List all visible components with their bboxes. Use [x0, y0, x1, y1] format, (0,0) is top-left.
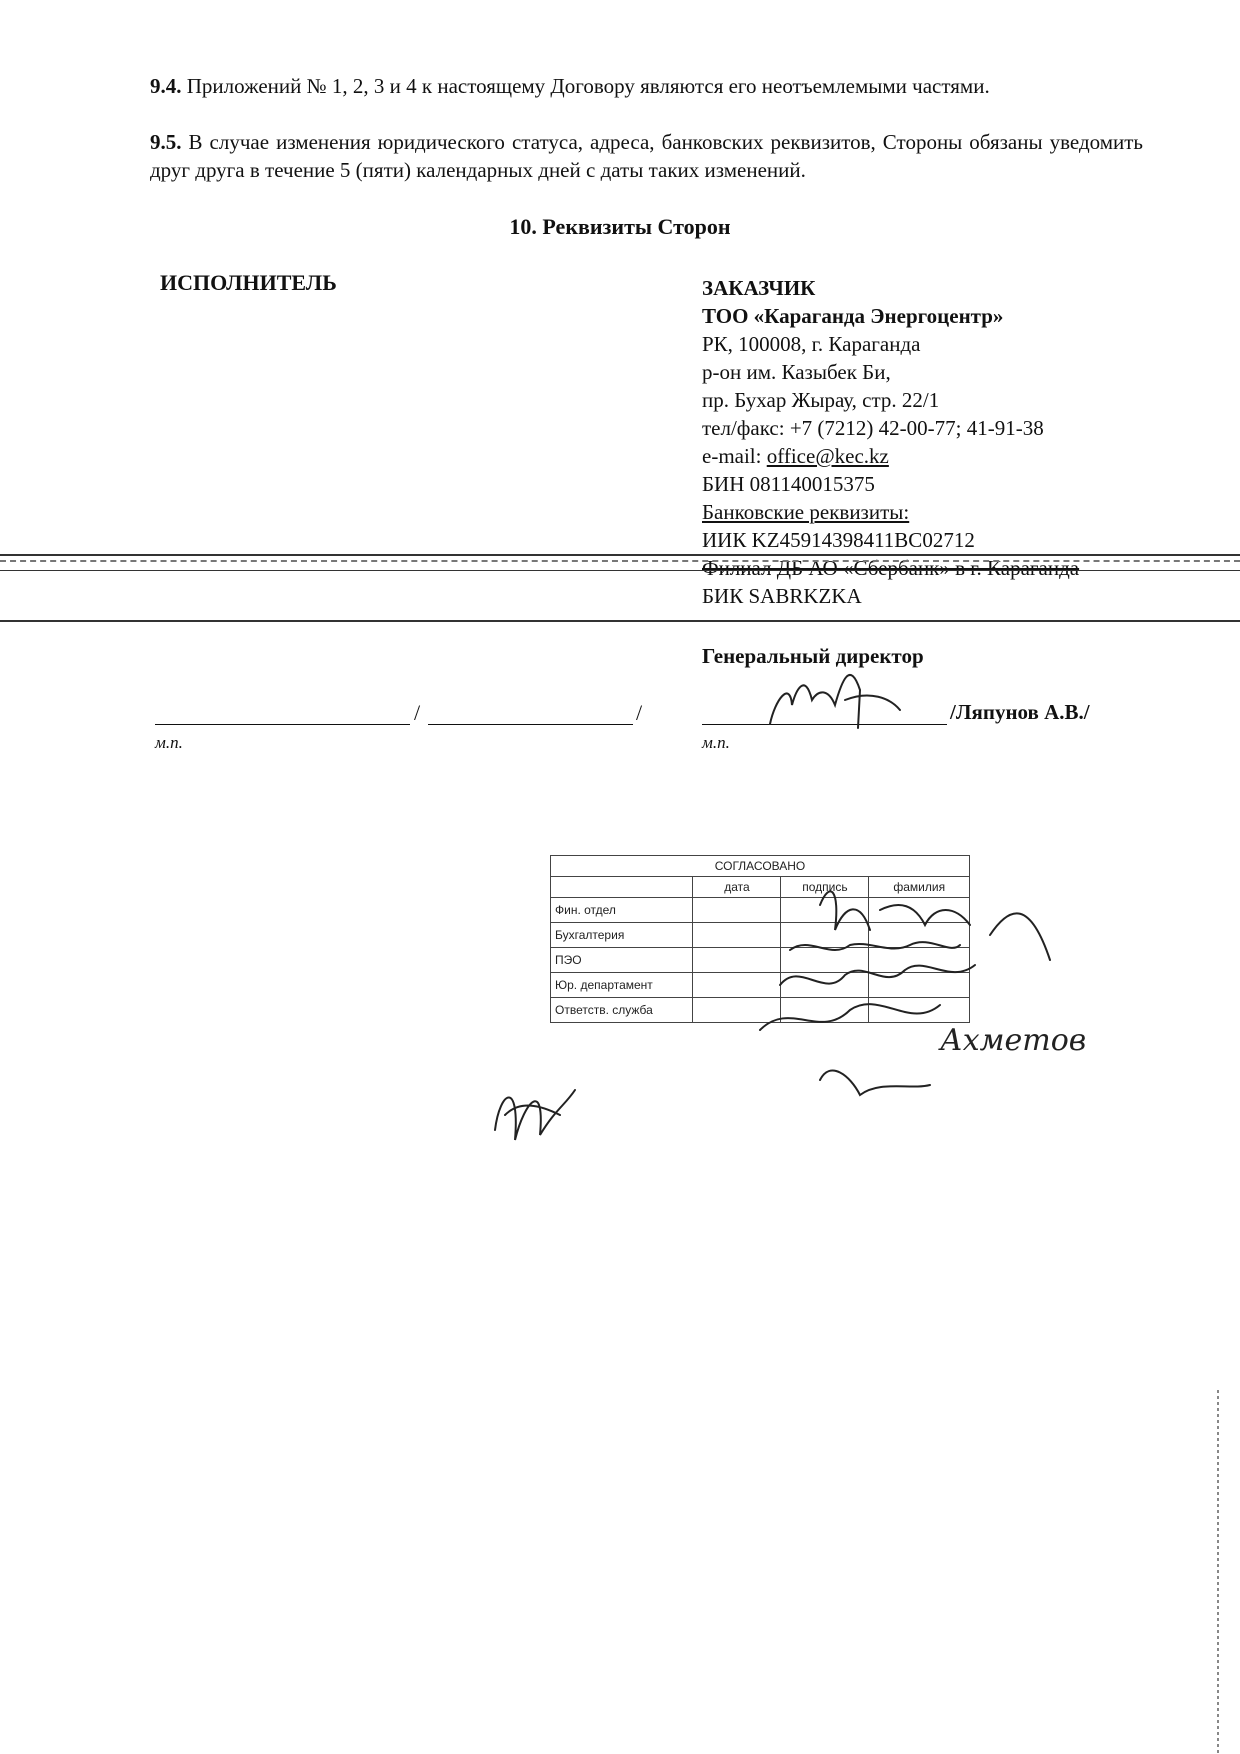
stamp-signature-3 — [780, 965, 975, 985]
customer-heading: ЗАКАЗЧИК — [702, 276, 816, 300]
customer-phone: тел/факс: +7 (7212) 42-00-77; 41-91-38 — [702, 416, 1044, 440]
stamp-signature-1 — [820, 891, 970, 930]
customer-address-1: РК, 100008, г. Караганда — [702, 332, 921, 356]
customer-bin: БИН 081140015375 — [702, 472, 875, 496]
stamp-handwritten-surname: Ахметов — [940, 1023, 1087, 1058]
approval-row-label: Ответств. служба — [551, 998, 693, 1023]
executor-heading: ИСПОЛНИТЕЛЬ — [160, 270, 337, 295]
clause-text: В случае изменения юридического статуса, адреса, банковских реквизитов, Стороны обязаны уведомить друг друга в течение 5 (пяти) календарных дней с даты таких изменений. — [150, 130, 1144, 182]
approval-row-label: ПЭО — [551, 948, 693, 973]
clause-number: 9.5. — [150, 130, 182, 154]
director-title: Генеральный директор — [702, 644, 924, 668]
customer-signatory-name: /Ляпунов А.В./ — [950, 700, 1090, 724]
signature-slash: / — [414, 700, 421, 725]
clause-number: 9.4. — [150, 74, 182, 98]
email-link[interactable]: office@kec.kz — [766, 444, 889, 468]
approval-row-label: Бухгалтерия — [551, 923, 693, 948]
customer-bank-branch: Филиал ДБ АО «Сбербанк» в г. Караганда — [702, 556, 1080, 580]
stamp-signature-2 — [790, 942, 960, 950]
approval-row-label: Юр. департамент — [551, 973, 693, 998]
approval-col-date: дата — [693, 877, 781, 898]
executor-signature — [495, 1090, 575, 1140]
section-title: 10. Реквизиты Сторон — [509, 214, 731, 239]
approval-col-signature: подпись — [781, 877, 869, 898]
approval-title: СОГЛАСОВАНО — [551, 856, 970, 877]
customer-name: ТОО «Караганда Энергоцентр» — [702, 304, 1004, 328]
stamp-signature-5 — [820, 1071, 930, 1095]
customer-stamp-place: м.п. — [702, 733, 730, 752]
bank-details-label: Банковские реквизиты: — [702, 500, 910, 524]
email-label: e-mail: — [702, 444, 767, 468]
customer-bik: БИК SABRKZKA — [702, 584, 862, 608]
clause-text: Приложений № 1, 2, 3 и 4 к настоящему Договору являются его неотъемлемыми частями. — [186, 74, 990, 98]
customer-iik: ИИК KZ45914398411BC02712 — [702, 528, 975, 552]
stamp-signature-4 — [760, 913, 1050, 1030]
approval-col-surname: фамилия — [869, 877, 970, 898]
customer-address-2: р-он им. Казыбек Би, — [702, 360, 891, 384]
customer-address-3: пр. Бухар Жырау, стр. 22/1 — [702, 388, 940, 412]
signature-slash: / — [636, 700, 643, 725]
executor-stamp-place: м.п. — [155, 733, 183, 752]
approval-row-label: Фин. отдел — [551, 898, 693, 923]
director-signature — [770, 675, 900, 728]
